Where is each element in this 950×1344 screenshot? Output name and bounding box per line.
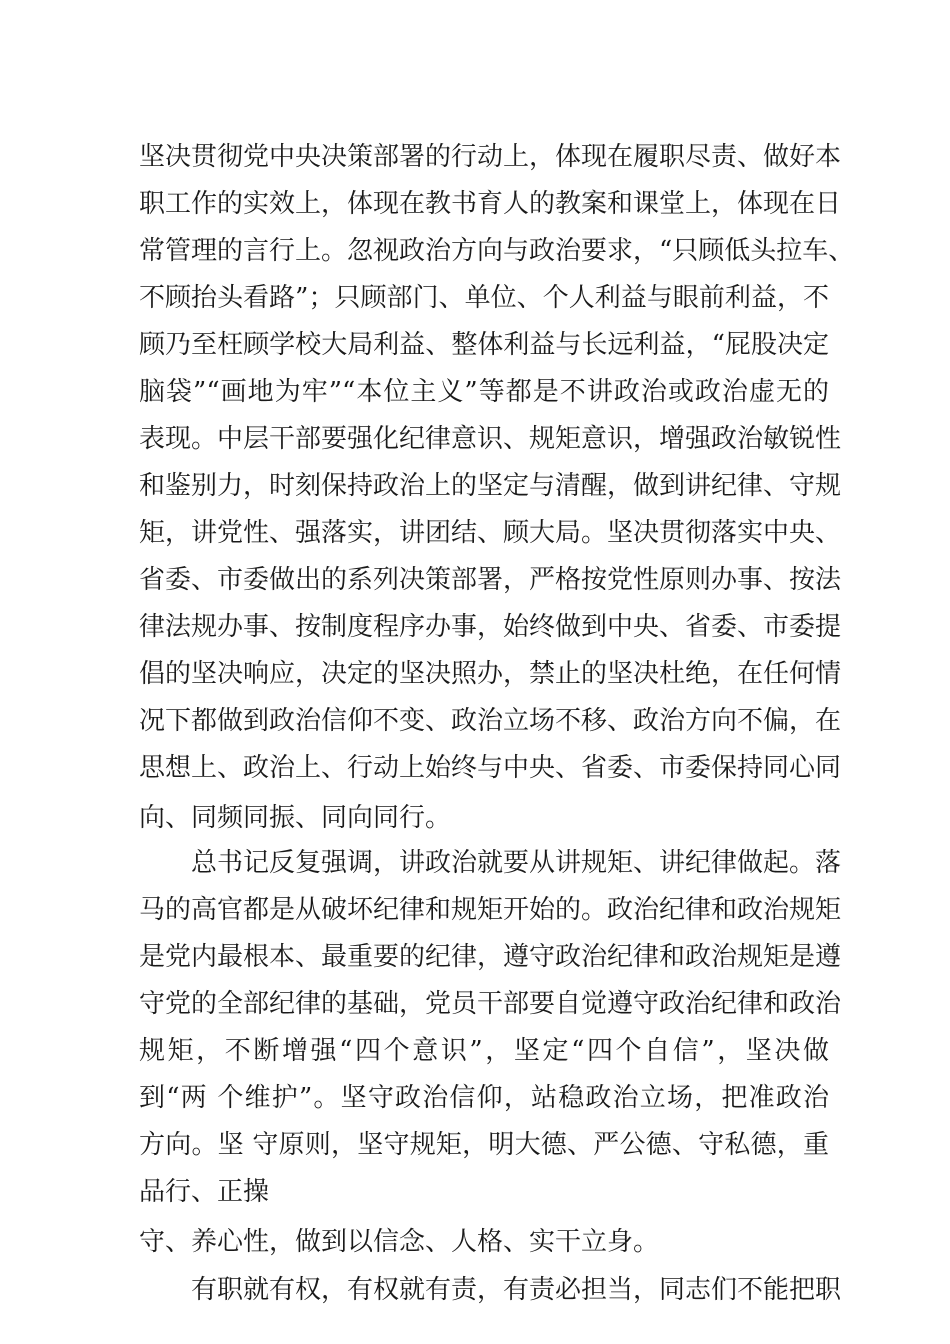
text-line: 是党内最根本、最重要的纪律，遵守政治纪律和政治规矩是遵 [139, 942, 842, 972]
text-line: 马的高官都是从破坏纪律和规矩开始的。政治纪律和政治规矩 [139, 895, 842, 925]
text-line: 方向。坚 守原则，坚守规矩，明大德、严公德、守私德，重 [139, 1130, 829, 1160]
text-line: 坚决贯彻党中央决策部署的行动上，体现在履职尽责、做好本 [139, 142, 842, 172]
text-line: 到“两 个维护”。坚守政治信仰，站稳政治立场，把准政治 [139, 1083, 829, 1113]
paragraph-first-line: 总书记反复强调，讲政治就要从讲规矩、讲纪律做起。落 [191, 848, 842, 878]
text-line: 表现。中层干部要强化纪律意识、规矩意识，增强政治敏锐性 [139, 424, 842, 454]
text-line: 不顾抬头看路”；只顾部门、单位、个人利益与眼前利益，不 [139, 283, 829, 313]
text-line: 脑袋”“画地为牢”“本位主义”等都是不讲政治或政治虚无的 [139, 377, 829, 407]
text-line: 守党的全部纪律的基础，党员干部要自觉遵守政治纪律和政治 [139, 989, 842, 1019]
text-line: 律法规办事、按制度程序办事，始终做到中央、省委、市委提 [139, 612, 842, 642]
text-line: 顾乃至枉顾学校大局利益、整体利益与长远利益，“屁股决定 [139, 330, 829, 360]
text-line: 向、同频同振、同向同行。 [139, 803, 452, 833]
paragraph-first-line: 有职就有权，有权就有责，有责必担当，同志们不能把职 [191, 1275, 842, 1305]
text-line: 常管理的言行上。忽视政治方向与政治要求，“只顾低头拉车、 [139, 236, 855, 266]
text-line: 倡的坚决响应，决定的坚决照办，禁止的坚决杜绝，在任何情 [139, 659, 842, 689]
text-line: 省委、市委做出的系列决策部署，严格按党性原则办事、按法 [139, 565, 842, 595]
text-line: 品行、正操 [139, 1177, 270, 1207]
text-line: 思想上、政治上、行动上始终与中央、省委、市委保持同心同 [139, 753, 842, 783]
text-line: 规矩，不断增强“四个意识”，坚定“四个自信”，坚决做 [139, 1036, 829, 1066]
text-line: 和鉴别力，时刻保持政治上的坚定与清醒，做到讲纪律、守规 [139, 471, 842, 501]
text-line: 矩，讲党性、强落实，讲团结、顾大局。坚决贯彻落实中央、 [139, 518, 842, 548]
text-line: 况下都做到政治信仰不变、政治立场不移、政治方向不偏，在 [139, 706, 842, 736]
text-line: 职工作的实效上，体现在教书育人的教案和课堂上，体现在日 [139, 189, 842, 219]
text-line: 守、养心性，做到以信念、人格、实干立身。 [139, 1227, 660, 1257]
